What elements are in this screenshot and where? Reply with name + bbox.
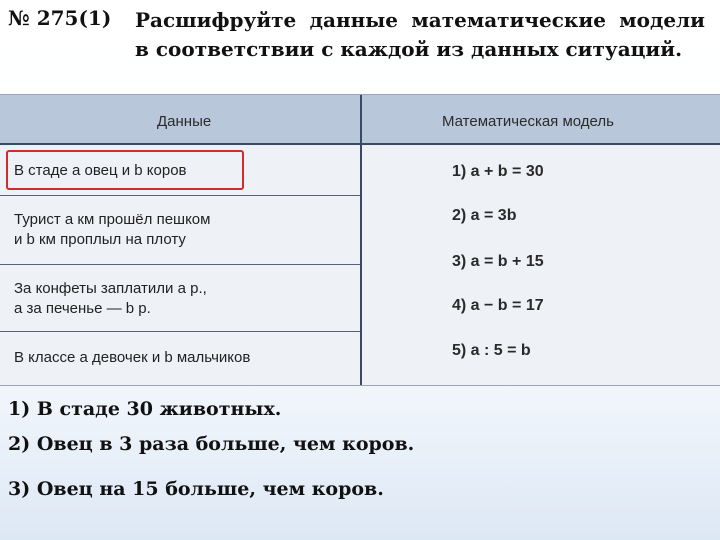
- table-row: [0, 196, 360, 264]
- header-data-label: Данные: [157, 113, 212, 130]
- header-data-cell: [0, 95, 360, 143]
- highlighted-row-frame: [6, 150, 244, 190]
- model-2: 2) a = 3b: [452, 207, 517, 224]
- table-row: [0, 332, 360, 384]
- row-4-line-1: В классе a девочек и b мальчиков: [14, 349, 251, 366]
- model-3: 3) a = b + 15: [452, 253, 544, 270]
- situations-table: [0, 94, 720, 386]
- header-model-cell: [362, 95, 720, 143]
- model-4: 4) a − b = 17: [452, 297, 544, 314]
- model-5: 5) a : 5 = b: [452, 342, 531, 359]
- answer-3: 3) Овец на 15 больше, чем коров.: [8, 478, 384, 500]
- table-row: [0, 265, 360, 331]
- header-model-label: Математическая модель: [442, 113, 614, 130]
- row-2-line-1: Турист a км прошёл пешком: [14, 211, 211, 228]
- row-3-line-1: За конфеты заплатили a р.,: [14, 280, 207, 297]
- answer-1: 1) В стаде 30 животных.: [8, 398, 282, 420]
- row-2-line-2: и b км проплыл на плоту: [14, 231, 186, 248]
- row-1-line-1: В стаде a овец и b коров: [14, 162, 187, 179]
- task-text: Расшифруйте данные математические модели в соответствии с каждой из данных ситуаций.: [135, 8, 705, 61]
- model-1: 1) a + b = 30: [452, 163, 544, 180]
- column-divider: [360, 95, 362, 385]
- answer-2: 2) Овец в 3 раза больше, чем коров.: [8, 433, 415, 455]
- row-3-line-2: а за печенье — b р.: [14, 300, 151, 317]
- task-number: № 275(1): [8, 6, 112, 30]
